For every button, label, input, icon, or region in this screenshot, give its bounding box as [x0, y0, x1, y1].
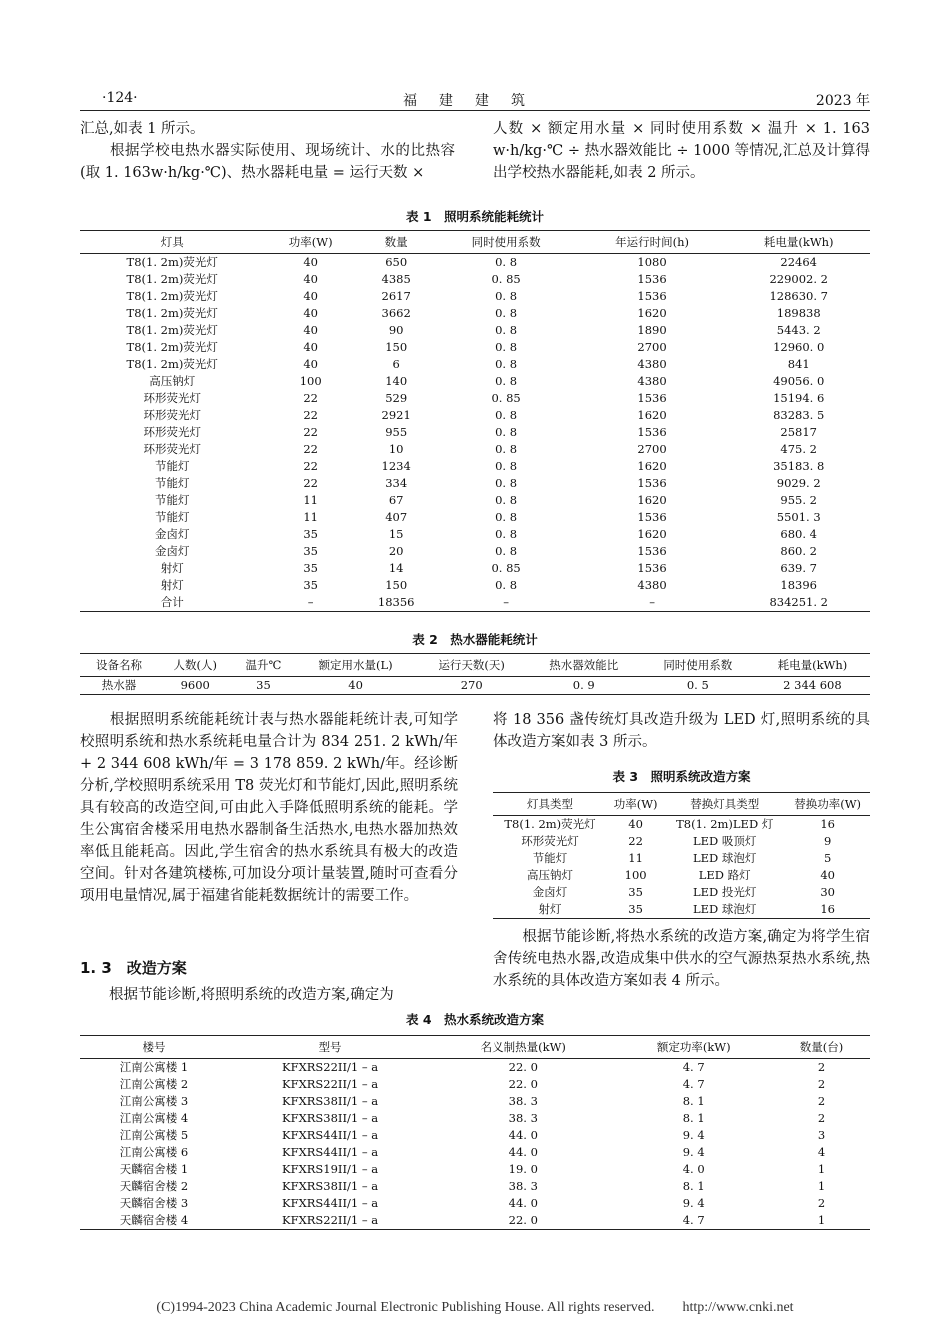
table-cell: 天麟宿舍楼 1: [119, 1162, 189, 1176]
table-cell: T8(1. 2m)LED 灯: [676, 817, 774, 831]
table-cell: 2921: [381, 408, 411, 422]
table-row: [493, 867, 870, 884]
table-cell: 22: [303, 391, 318, 405]
table-row: [80, 475, 870, 492]
table-cell: 35: [303, 527, 318, 541]
table-cell: 4. 7: [614, 1212, 773, 1230]
table4-header-cell: 额定功率(kW): [614, 1036, 773, 1059]
table-cell: 40: [303, 323, 318, 337]
table-cell: 10: [388, 442, 404, 456]
table-cell: 江南公寓楼 1: [119, 1060, 189, 1074]
table-cell: 22: [303, 442, 318, 456]
table-cell: 5443. 2: [776, 323, 821, 337]
table-cell: 1620: [637, 493, 667, 507]
table-cell: 22. 0: [432, 1212, 614, 1230]
table-cell: 140: [385, 374, 408, 388]
table-cell: 40: [295, 677, 417, 695]
table-cell: 天麟宿舍楼 2: [119, 1179, 189, 1193]
table-cell: KFXRS44II/1 – a: [282, 1128, 379, 1142]
table-row: [493, 816, 870, 834]
table1-header-cell: 功率(W): [264, 231, 356, 254]
table-cell: 40: [303, 255, 318, 269]
table-cell: KFXRS19II/1 – a: [282, 1162, 379, 1176]
table-cell: 475. 2: [780, 442, 817, 456]
table-cell: 4385: [381, 272, 411, 286]
table-cell: 天麟宿舍楼 3: [119, 1196, 189, 1210]
table-cell: LED 投光灯: [693, 885, 757, 899]
table-cell: 高压钠灯: [527, 868, 573, 882]
table1-header-cell: 灯具: [80, 231, 264, 254]
table-cell: 2700: [637, 340, 667, 354]
table-cell: 11: [303, 510, 318, 524]
table-cell: 射灯: [493, 901, 607, 919]
table-cell: 860. 2: [780, 544, 817, 558]
table-cell: 0. 8: [495, 289, 518, 303]
table-cell: 35: [303, 561, 318, 575]
table-row: [80, 1144, 870, 1161]
table3-caption: 表 3 照明系统改造方案: [612, 769, 751, 784]
table-cell: 841: [787, 357, 810, 371]
table-cell: 1536: [637, 391, 667, 405]
table1-header-cell: 同时使用系数: [435, 231, 576, 254]
table-cell: 100: [624, 868, 647, 882]
table-row: [80, 458, 870, 475]
table4-header-cell: 数量(台): [773, 1036, 870, 1059]
table-cell: 40: [303, 357, 318, 371]
table-row: [80, 356, 870, 373]
table2-header-row: [80, 654, 870, 677]
table-cell: T8(1. 2m)荧光灯: [126, 340, 218, 354]
table-cell: KFXRS44II/1 – a: [282, 1196, 379, 1210]
table-cell: 节能灯: [154, 510, 190, 524]
table-row: [80, 407, 870, 424]
table-cell: 高压钠灯: [149, 374, 196, 388]
table-cell: 天麟宿舍楼 4: [80, 1212, 228, 1230]
table-cell: 35: [607, 901, 664, 919]
table-cell: 955. 2: [780, 493, 817, 507]
table-cell: 14: [388, 561, 404, 575]
table-row: [80, 560, 870, 577]
table-cell: KFXRS44II/1 – a: [282, 1145, 379, 1159]
table-cell: 1234: [381, 459, 411, 473]
table-cell: 150: [385, 578, 408, 592]
table-cell: 8. 1: [682, 1179, 705, 1193]
table-cell: LED 球泡灯: [693, 851, 757, 865]
table4-caption: 表 4 热水系统改造方案: [405, 1012, 545, 1027]
paragraph-right-bottom: 根据节能诊断,将热水系统的改造方案,确定为将学生宿舍传统电热水器,改造成集中供水的空气源热泵热水系统,热水系统的具体改造方案如表 4 所示。: [493, 929, 870, 989]
table-cell: 9. 4: [682, 1145, 705, 1159]
table-row: [80, 594, 870, 612]
table-cell: KFXRS22II/1 – a: [282, 1060, 379, 1074]
table-cell: T8(1. 2m)荧光灯: [126, 323, 218, 337]
table-cell: 2: [817, 1196, 826, 1210]
table-cell: 11: [628, 851, 643, 865]
table-cell: 1: [817, 1179, 826, 1193]
table-cell: 40: [628, 817, 643, 831]
table-cell: 11: [303, 493, 318, 507]
table-cell: 35: [303, 578, 318, 592]
table-cell: 1: [773, 1212, 870, 1230]
table-cell: 25817: [780, 425, 817, 439]
table1-header-cell: 耗电量(kWh): [727, 231, 870, 254]
table-cell: 2: [817, 1094, 826, 1108]
table-cell: 0. 8: [495, 510, 518, 524]
table-row: [80, 1212, 870, 1230]
table-row: [80, 271, 870, 288]
table-cell: 4380: [637, 357, 667, 371]
table3-header-cell: 替换功率(W): [785, 793, 870, 816]
table-cell: 38. 3: [508, 1094, 538, 1108]
table-row: [80, 254, 870, 272]
table-row: [80, 526, 870, 543]
table-cell: 1890: [637, 323, 667, 337]
table-cell: 0. 8: [495, 544, 518, 558]
table4-header-cell: 型号: [228, 1036, 432, 1059]
table-cell: 1536: [637, 425, 667, 439]
table-cell: 2617: [381, 289, 411, 303]
table-cell: 0. 8: [495, 459, 518, 473]
table-cell: 江南公寓楼 4: [119, 1111, 189, 1125]
table-cell: 江南公寓楼 2: [119, 1077, 189, 1091]
table-cell: 35: [232, 677, 294, 695]
table-cell: 0. 8: [495, 306, 518, 320]
table-cell: 22: [628, 834, 643, 848]
table-cell: 金卤灯: [532, 885, 568, 899]
table-cell: 15: [388, 527, 404, 541]
table-cell: 229002. 2: [769, 272, 828, 286]
table-cell: 9. 4: [682, 1196, 705, 1210]
table-cell: KFXRS38II/1 – a: [282, 1094, 379, 1108]
table-cell: 18396: [780, 578, 817, 592]
table-cell: 0. 8: [495, 408, 518, 422]
table-cell: 334: [385, 476, 408, 490]
table-cell: 环形荧光灯: [143, 425, 201, 439]
table-cell: 16: [785, 901, 870, 919]
table-row: [493, 850, 870, 867]
table-cell: T8(1. 2m)荧光灯: [126, 306, 218, 320]
table-row: [493, 901, 870, 919]
journal-year: 2023 年: [815, 93, 870, 109]
table4-header-cell: 楼号: [80, 1036, 228, 1059]
table-cell: –: [435, 594, 576, 612]
table-cell: 环形荧光灯: [143, 391, 201, 405]
table-row: [80, 1076, 870, 1093]
table-cell: LED 吸顶灯: [693, 834, 757, 848]
table-row: [80, 509, 870, 526]
table-cell: 40: [820, 868, 835, 882]
table-cell: 8. 1: [682, 1094, 705, 1108]
table-row: [80, 677, 870, 695]
table2-header-cell: 温升℃: [232, 654, 294, 677]
table-cell: LED 球泡灯: [664, 901, 785, 919]
table4: [80, 1035, 870, 1230]
table-row: [80, 1195, 870, 1212]
table-row: [80, 1178, 870, 1195]
table-cell: 0. 85: [491, 272, 521, 286]
table-row: [80, 288, 870, 305]
running-header: [80, 90, 870, 112]
table-cell: 22: [303, 476, 318, 490]
table-row: [80, 1110, 870, 1127]
table-cell: 35: [303, 544, 318, 558]
table1-header-cell: 数量: [357, 231, 436, 254]
table-cell: 0. 8: [495, 442, 518, 456]
table-row: [80, 492, 870, 509]
table-cell: T8(1. 2m)荧光灯: [126, 289, 218, 303]
table-cell: 江南公寓楼 5: [119, 1128, 189, 1142]
table-cell: 650: [385, 255, 408, 269]
table-cell: 节能灯: [154, 476, 190, 490]
table-cell: 19. 0: [508, 1162, 538, 1176]
table-cell: 49056. 0: [773, 374, 825, 388]
table-row: [80, 441, 870, 458]
table-cell: 9600: [158, 677, 232, 695]
table-cell: 0. 5: [641, 677, 755, 695]
header-rule: [80, 110, 870, 111]
table-cell: 12960. 0: [773, 340, 825, 354]
table-cell: –: [264, 594, 356, 612]
table-cell: 0. 8: [495, 340, 518, 354]
table-cell: 0. 85: [491, 391, 521, 405]
table-cell: 4380: [637, 578, 667, 592]
table-cell: 22: [303, 425, 318, 439]
table-cell: 0. 8: [495, 578, 518, 592]
table-cell: 128630. 7: [769, 289, 828, 303]
table3-header-row: [493, 793, 870, 816]
table-cell: 9. 4: [682, 1128, 705, 1142]
paragraph-left-mid: 根据照明系统能耗统计表与热水器能耗统计表,可知学校照明系统和热水系统耗电量合计为 834 251. 2 kWh/年 + 2 344 608 kWh/年 = 3 178 859. 2 kWh/年。经诊断分析,学校照明系统采用 T8 荧光灯和节能灯,因此,照明系统具有较高的改造空间,可由此入手降低照明系统的能耗。学生公寓宿舍楼采用电热水器制备生活热水,电热水器加热效率低且能耗高。因此,学生宿舍的热水系统具有极大的改造空间。针对各建筑楼栋,可加设分项计量装置,随时可查看分项用电量情况,属于福建省能耗数据统计的需要工作。: [80, 712, 458, 904]
table-row: [80, 305, 870, 322]
table-cell: 44. 0: [508, 1145, 538, 1159]
table-cell: 3662: [381, 306, 411, 320]
table-cell: 35: [628, 885, 643, 899]
table-cell: T8(1. 2m)荧光灯: [126, 272, 218, 286]
table-cell: 1080: [637, 255, 667, 269]
table-cell: 节能灯: [154, 493, 190, 507]
table-cell: 0. 8: [495, 374, 518, 388]
table-cell: 1620: [637, 527, 667, 541]
table3-header-cell: 功率(W): [607, 793, 664, 816]
table-cell: 0. 85: [491, 561, 521, 575]
table-cell: 1536: [637, 476, 667, 490]
table-cell: 22: [303, 459, 318, 473]
table-cell: T8(1. 2m)荧光灯: [126, 357, 218, 371]
table-cell: 节能灯: [532, 851, 568, 865]
table-cell: 4. 7: [682, 1077, 705, 1091]
table-cell: 射灯: [160, 578, 184, 592]
table-cell: 5501. 3: [776, 510, 821, 524]
table2-header-cell: 运行天数(天): [417, 654, 527, 677]
table-cell: 合计: [80, 594, 264, 612]
copyright-footer: (C)1994-2023 China Academic Journal Electronic Publishing House. All rights reserved. http://www.cnki.net: [156, 1300, 794, 1315]
table4-header-row: [80, 1036, 870, 1059]
table3: [493, 792, 870, 919]
table-cell: 83283. 5: [773, 408, 825, 422]
paragraph-right-top: 人数 × 额定用水量 × 同时使用系数 × 温升 × 1. 163 w·h/kg·℃ ÷ 热水器效能比 ÷ 1000 等情况,汇总及计算得出学校热水器能耗,如表 2 所示。: [493, 121, 870, 181]
table-cell: 9: [823, 834, 832, 848]
table-row: [80, 339, 870, 356]
table-cell: 0. 8: [495, 493, 518, 507]
table-cell: T8(1. 2m)荧光灯: [504, 817, 596, 831]
table-cell: 955: [385, 425, 408, 439]
table-row: [80, 322, 870, 339]
table2: [80, 653, 870, 695]
table-cell: 38. 3: [508, 1179, 538, 1193]
table-cell: 22464: [780, 255, 817, 269]
table-cell: 节能灯: [154, 459, 190, 473]
table-cell: KFXRS38II/1 – a: [282, 1179, 379, 1193]
table1-header-row: [80, 231, 870, 254]
table1-caption: 表 1 照明系统能耗统计: [405, 209, 545, 224]
table-cell: 2 344 608: [755, 677, 870, 695]
table2-header-cell: 额定用水量(L): [295, 654, 417, 677]
table-cell: 38. 3: [508, 1111, 538, 1125]
table-row: [80, 1127, 870, 1144]
table-cell: 1536: [637, 510, 667, 524]
page-number: ·124·: [102, 90, 138, 106]
table-cell: 2700: [637, 442, 667, 456]
table-cell: 金卤灯: [154, 544, 190, 558]
table2-header-cell: 人数(人): [158, 654, 232, 677]
table-cell: 1620: [637, 459, 667, 473]
table-cell: 9029. 2: [776, 476, 821, 490]
table-cell: 江南公寓楼 6: [119, 1145, 189, 1159]
paragraph-left-top: 汇总,如表 1 所示。 根据学校电热水器实际使用、现场统计、水的比热容(取 1. 163w·h/kg·℃)、热水器耗电量 = 运行天数 ×: [80, 121, 455, 181]
table-cell: 1620: [637, 306, 667, 320]
table-row: [80, 1161, 870, 1178]
table-row: [80, 1093, 870, 1110]
journal-name: 福建建筑: [403, 93, 547, 109]
table-cell: 100: [299, 374, 322, 388]
table-cell: 189838: [776, 306, 821, 320]
table-cell: 热水器: [80, 677, 158, 695]
table-cell: 2: [817, 1060, 826, 1074]
table-cell: 40: [303, 340, 318, 354]
table-cell: 0. 8: [495, 425, 518, 439]
table-row: [80, 424, 870, 441]
table-cell: 44. 0: [508, 1128, 538, 1142]
table-cell: 江南公寓楼 3: [119, 1094, 189, 1108]
table-cell: 22: [303, 408, 318, 422]
table-cell: 环形荧光灯: [143, 442, 201, 456]
table-row: [80, 390, 870, 407]
table-cell: 30: [820, 885, 835, 899]
table-cell: 1: [817, 1162, 826, 1176]
table-cell: 0. 9: [527, 677, 641, 695]
table-cell: 1536: [637, 272, 667, 286]
table-row: [80, 543, 870, 560]
table-cell: 4: [817, 1145, 826, 1159]
table-cell: 3: [817, 1128, 826, 1142]
table-cell: 40: [303, 289, 318, 303]
table-cell: 6: [392, 357, 400, 371]
table-cell: 67: [388, 493, 404, 507]
table-cell: 40: [303, 272, 318, 286]
table-cell: 0. 8: [495, 255, 518, 269]
table1-header-cell: 年运行时间(h): [577, 231, 728, 254]
table-row: [80, 373, 870, 390]
table-cell: 2: [817, 1077, 826, 1091]
table-cell: 4380: [637, 374, 667, 388]
table-cell: 4. 7: [682, 1060, 705, 1074]
table2-header-cell: 耗电量(kWh): [755, 654, 870, 677]
table-cell: T8(1. 2m)荧光灯: [126, 255, 218, 269]
table-cell: 0. 8: [495, 527, 518, 541]
table-cell: 金卤灯: [154, 527, 190, 541]
table-row: [493, 833, 870, 850]
table2-header-cell: 设备名称: [80, 654, 158, 677]
table-cell: 22. 0: [508, 1060, 538, 1074]
table3-header-cell: 替换灯具类型: [664, 793, 785, 816]
table3-header-cell: 灯具类型: [493, 793, 607, 816]
table-cell: 5: [823, 851, 832, 865]
table-cell: 4. 0: [682, 1162, 705, 1176]
table-cell: 22. 0: [508, 1077, 538, 1091]
table-cell: 270: [417, 677, 527, 695]
table-cell: 407: [385, 510, 408, 524]
table-cell: 1536: [637, 561, 667, 575]
table-cell: 18356: [357, 594, 436, 612]
table4-header-cell: 名义制热量(kW): [432, 1036, 614, 1059]
table-cell: 射灯: [160, 561, 184, 575]
table-cell: 90: [388, 323, 404, 337]
table-cell: 8. 1: [682, 1111, 705, 1125]
table-cell: 35183. 8: [773, 459, 825, 473]
table2-caption: 表 2 热水器能耗统计: [412, 632, 538, 647]
table-cell: 环形荧光灯: [143, 408, 201, 422]
table-cell: 2: [817, 1111, 826, 1125]
table-cell: 0. 8: [495, 476, 518, 490]
table-cell: 834251. 2: [727, 594, 870, 612]
table-cell: 1536: [637, 289, 667, 303]
table-cell: 16: [820, 817, 835, 831]
table-row: [80, 577, 870, 594]
table-cell: 529: [385, 391, 408, 405]
table-cell: 1536: [637, 544, 667, 558]
table-cell: 44. 0: [508, 1196, 538, 1210]
table-cell: 639. 7: [780, 561, 817, 575]
table-cell: KFXRS22II/1 – a: [282, 1077, 379, 1091]
table-cell: 15194. 6: [773, 391, 825, 405]
table-cell: 680. 4: [780, 527, 817, 541]
paragraph-right-mid: 将 18 356 盏传统灯具改造升级为 LED 灯,照明系统的具体改造方案如表 3 所示。: [493, 712, 870, 750]
table-cell: –: [577, 594, 728, 612]
table-cell: 0. 8: [495, 323, 518, 337]
table-cell: 20: [388, 544, 404, 558]
table-cell: LED 路灯: [698, 868, 751, 882]
table-cell: 环形荧光灯: [521, 834, 579, 848]
section-heading: 1. 3 改造方案: [80, 959, 187, 977]
table2-header-cell: 同时使用系数: [641, 654, 755, 677]
table-row: [493, 884, 870, 901]
table-cell: KFXRS22II/1 – a: [228, 1212, 432, 1230]
table-cell: 0. 8: [495, 357, 518, 371]
table-row: [80, 1059, 870, 1077]
table2-header-cell: 热水器效能比: [527, 654, 641, 677]
table1: [80, 230, 870, 612]
table-cell: 40: [303, 306, 318, 320]
table-cell: 1620: [637, 408, 667, 422]
paragraph-left-bottom: 根据节能诊断,将照明系统的改造方案,确定为: [80, 987, 394, 1003]
table-cell: KFXRS38II/1 – a: [282, 1111, 379, 1125]
table-cell: 150: [385, 340, 408, 354]
